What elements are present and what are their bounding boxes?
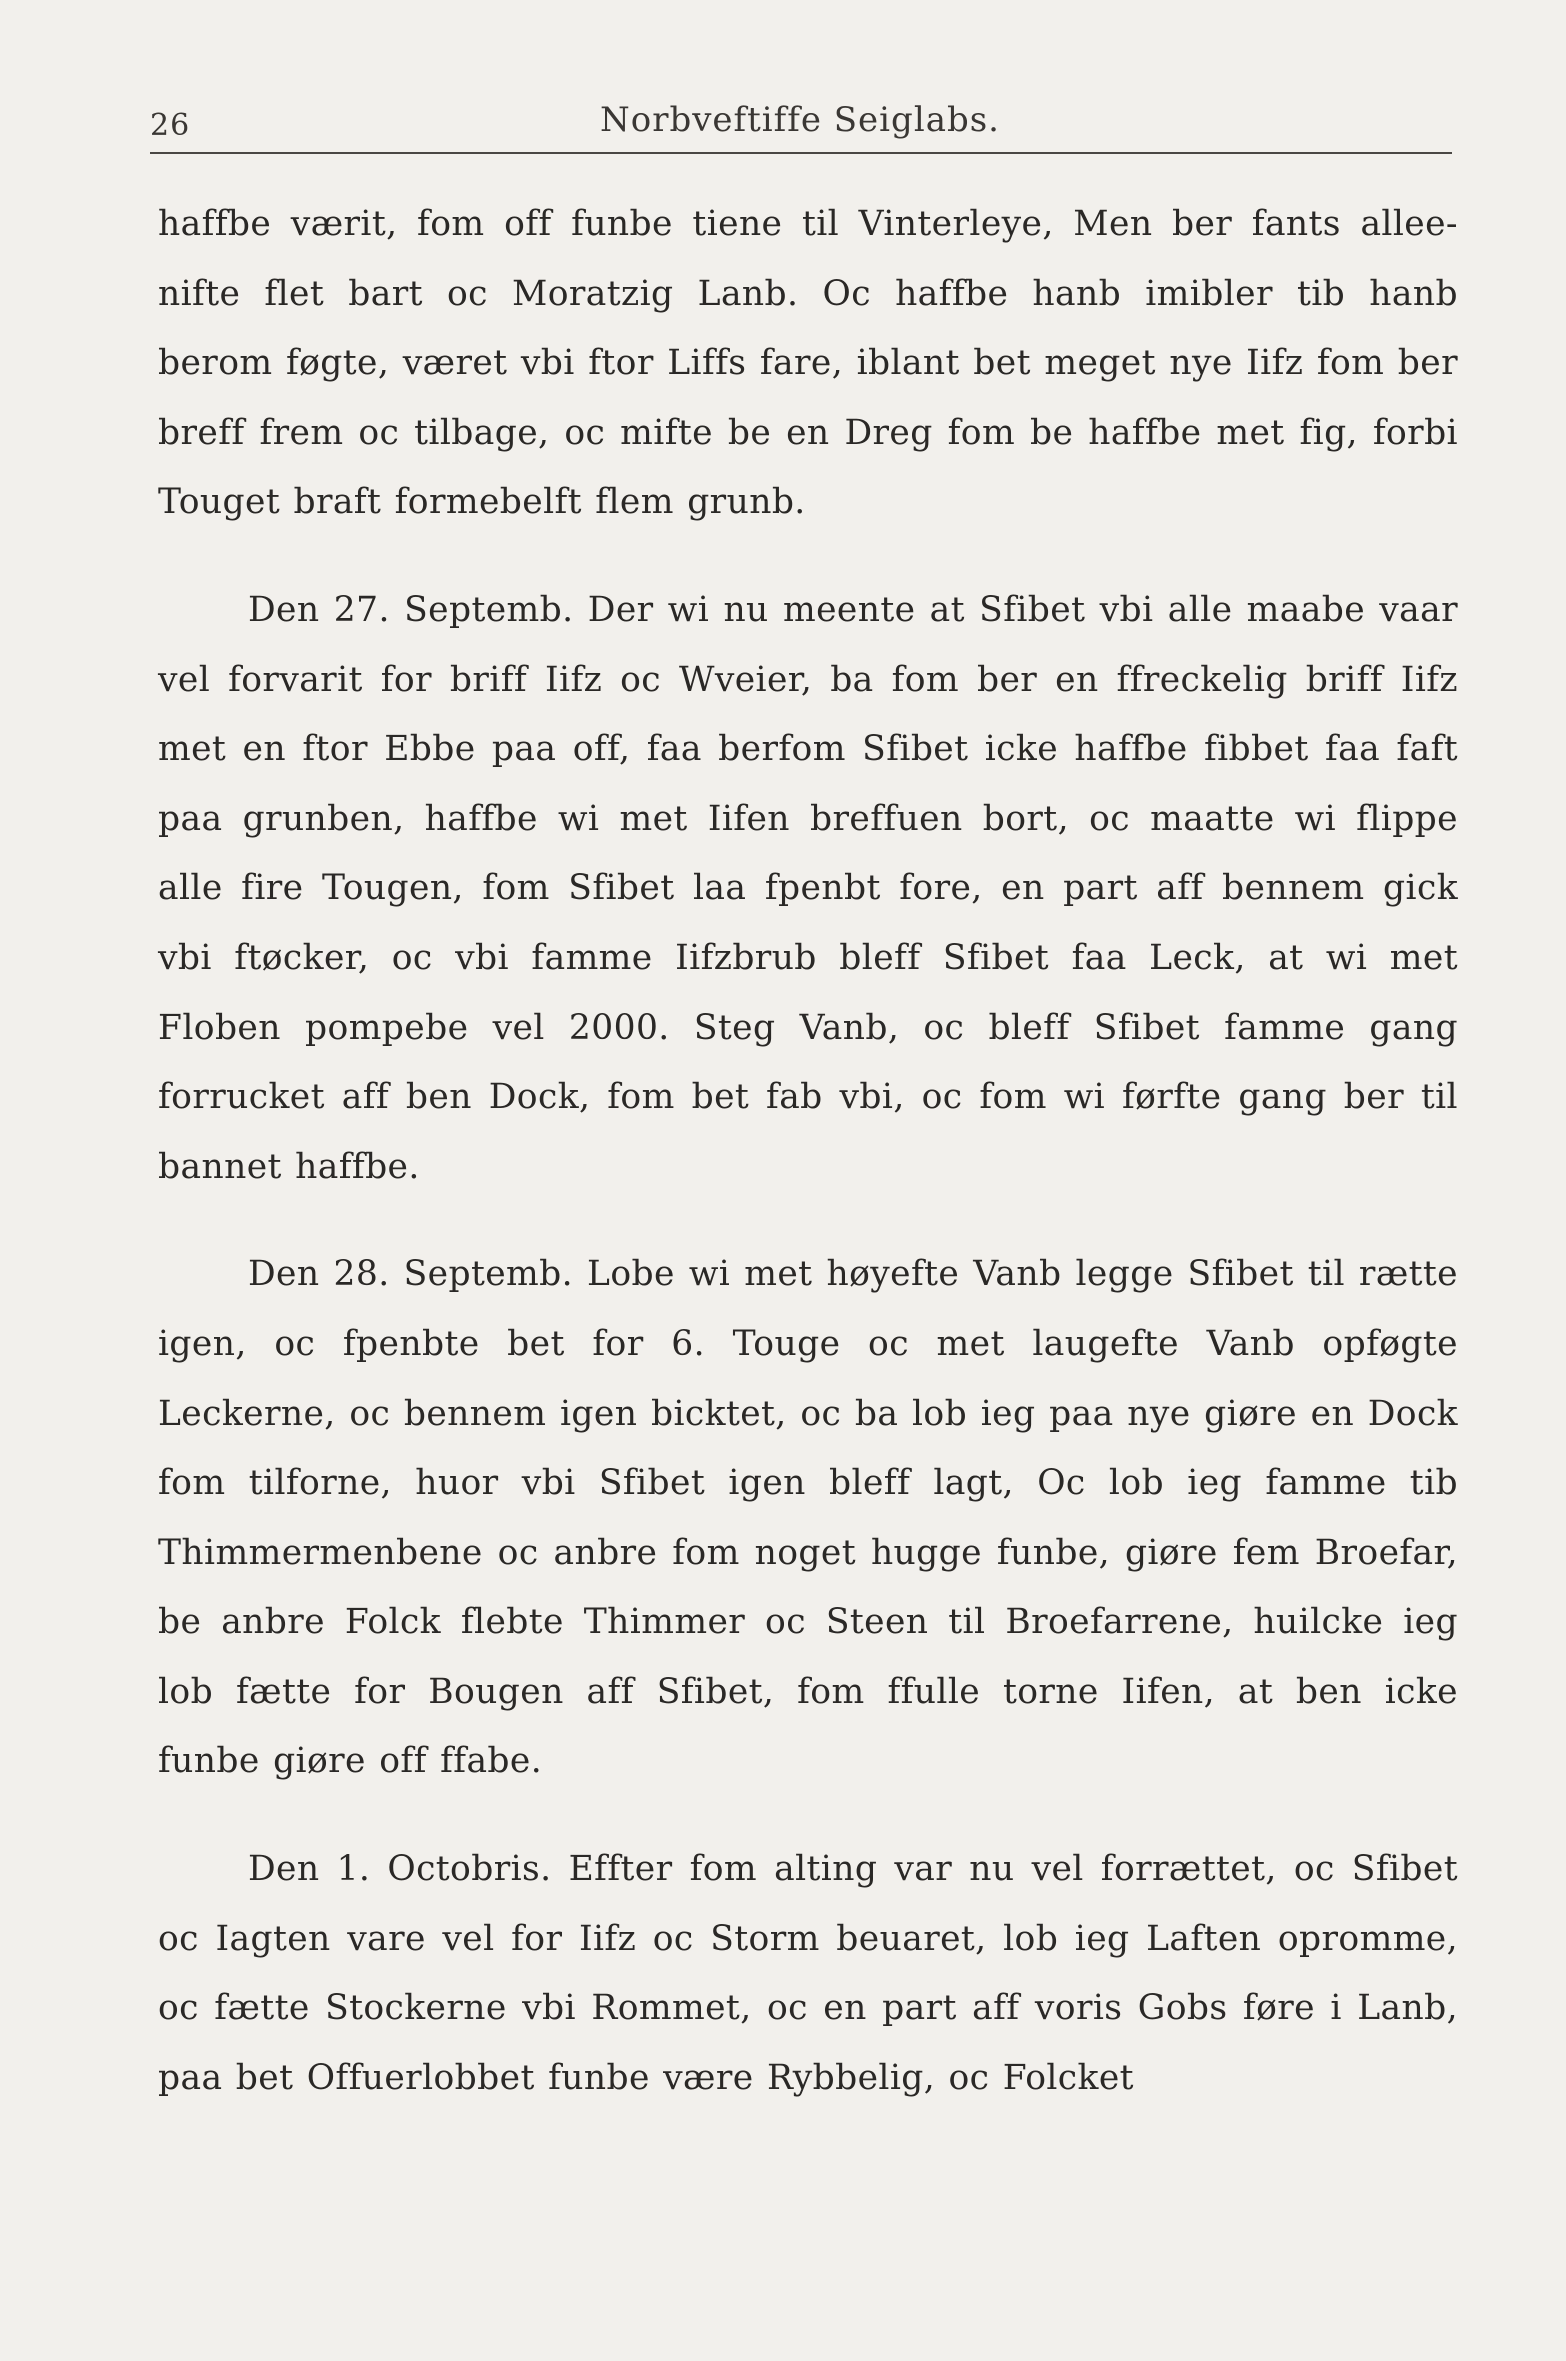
- body-text: [158, 190, 1458, 2151]
- page-number: 26: [150, 108, 191, 143]
- paragraph: Den 1. Octobris. Effter fom alting var nu vel forrættet, oc Sfibet oc Iagten vare vel for Iifz oc Storm beuaret, lob ieg Laften opromme, oc fætte Stockerne vbi Rommet, oc en part aff voris Gobs føre i Lanb, paa bet Offuerlobbet funbe være Rybbelig, oc Folcket: [158, 1849, 1458, 2098]
- header-rule: [150, 152, 1452, 154]
- page-header: [150, 100, 1450, 152]
- paragraph: haffbe værit, fom off funbe tiene til Vinterleye, Men ber fants allee- nifte flet bart oc Moratzig Lanb. Oc haffbe hanb imibler tib hanb berom føgte, været vbi ftor Liffs fare, iblant bet meget nye Iifz fom ber breff frem oc tilbage, oc mifte be en Dreg fom be haffbe met fig, forbi Touget braft formebelft flem grunb.: [158, 204, 1458, 523]
- paragraph: Den 28. Septemb. Lobe wi met høyefte Vanb legge Sfibet til rætte igen, oc fpenbte bet for 6. Touge oc met laugefte Vanb opføgte Leckerne, oc bennem igen bicktet, oc ba lob ieg paa nye giøre en Dock fom tilforne, huor vbi Sfibet igen bleff lagt, Oc lob ieg famme tib Thimmermenbene oc anbre fom noget hugge funbe, giøre fem Broefar, be anbre Folck flebte Thimmer oc Steen til Broefarrene, huilcke ieg lob fætte for Bougen aff Sfibet, fom ffulle torne Iifen, at ben icke funbe giøre off ffabe.: [158, 1254, 1458, 1782]
- paragraph: Den 27. Septemb. Der wi nu meente at Sfibet vbi alle maabe vaar vel forvarit for briff Iifz oc Wveier, ba fom ber en ffreckelig briff Iifz met en ftor Ebbe paa off, faa berfom Sfibet icke haffbe fibbet faa faft paa grunben, haffbe wi met Iifen breffuen bort, oc maatte wi flippe alle fire Tougen, fom Sfibet laa fpenbt fore, en part aff bennem gick vbi ftøcker, oc vbi famme Iifzbrub bleff Sfibet faa Leck, at wi met Floben pompebe vel 2000. Steg Vanb, oc bleff Sfibet famme gang forrucket aff ben Dock, fom bet fab vbi, oc fom wi førfte gang ber til bannet haffbe.: [158, 589, 1458, 1187]
- running-title: Norbveftiffe Seiglabs.: [599, 100, 1000, 140]
